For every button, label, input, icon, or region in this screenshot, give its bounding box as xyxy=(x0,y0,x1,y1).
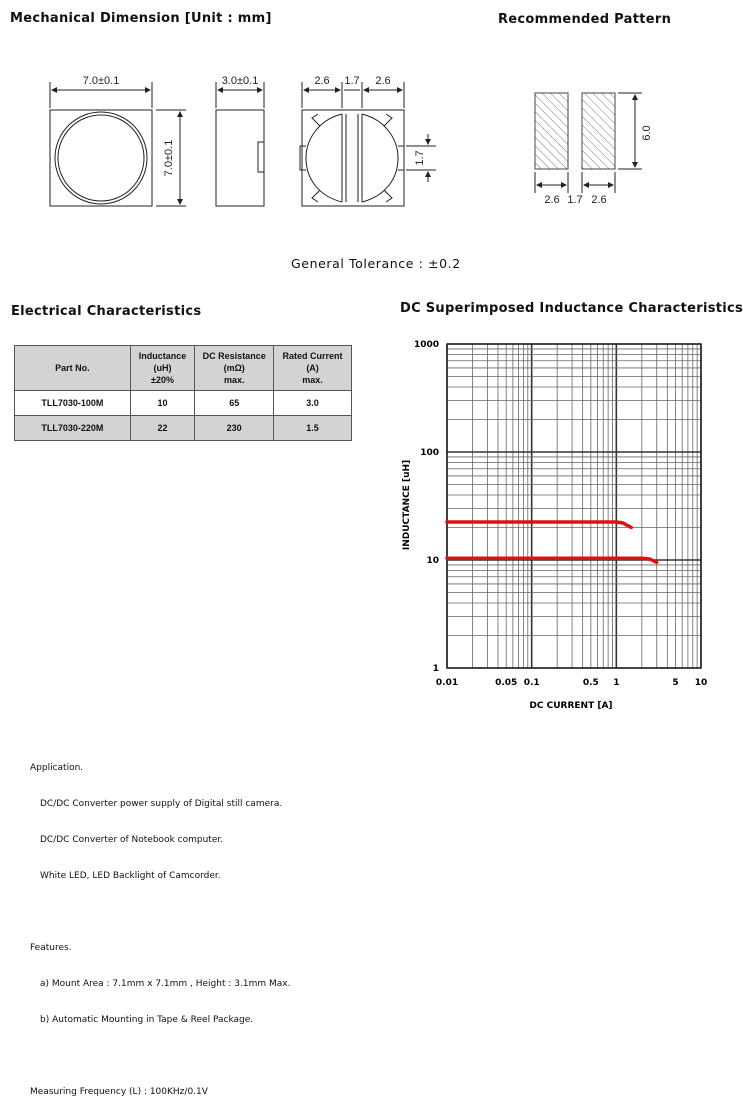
x-tick-label: 10 xyxy=(694,678,708,688)
x-tick-label: 0.5 xyxy=(582,678,599,688)
height-dimension: 7.0±0.1 xyxy=(163,139,175,177)
cell-current: 3.0 xyxy=(274,391,352,416)
cell-inductance: 22 xyxy=(130,416,195,441)
header-dc-resistance: DC Resistance (mΩ) max. xyxy=(195,346,274,391)
y-axis-label: INDUCTANCE [uH] xyxy=(402,459,412,551)
cell-part: TLL7030-100M xyxy=(15,391,131,416)
pattern-pad-left xyxy=(535,93,568,169)
dc-inductance-title: DC Superimposed Inductance Characteristics xyxy=(400,301,743,316)
header-part-no: Part No. xyxy=(15,346,131,391)
cell-current: 1.5 xyxy=(274,416,352,441)
pattern-pad-b: 2.6 xyxy=(591,194,607,206)
feature-item: a) Mount Area : 7.1mm x 7.1mm , Height : 3.1mm Max. xyxy=(40,979,291,989)
features-title: Features. xyxy=(30,943,72,953)
pattern-pad-right xyxy=(582,93,615,169)
dc-inductance-chart xyxy=(395,330,730,720)
pad-b-dimension: 2.6 xyxy=(375,75,391,87)
recommended-pattern-drawing xyxy=(525,85,665,210)
pattern-height: 6.0 xyxy=(641,125,653,141)
y-tick-label: 100 xyxy=(420,448,439,458)
feature-item: b) Automatic Mounting in Tape & Reel Package. xyxy=(40,1015,254,1025)
pad-a-dimension: 2.6 xyxy=(314,75,330,87)
header-rated-current: Rated Current (A) max. xyxy=(274,346,352,391)
y-tick-label: 1 xyxy=(432,664,439,674)
mechanical-dimension-title: Mechanical Dimension [Unit : mm] xyxy=(10,11,272,26)
top-view-outer-circle xyxy=(55,112,147,204)
x-tick-label: 0.1 xyxy=(523,678,540,688)
table-row xyxy=(15,391,352,416)
general-tolerance: General Tolerance : ±0.2 xyxy=(291,256,461,271)
electrical-characteristics-title: Electrical Characteristics xyxy=(11,304,202,319)
header-inductance: Inductance (uH) ±20% xyxy=(130,346,195,391)
application-title: Application. xyxy=(30,763,84,773)
pad-gap-dimension: 1.7 xyxy=(344,75,360,87)
cell-inductance: 10 xyxy=(130,391,195,416)
cell-part: TLL7030-220M xyxy=(15,416,131,441)
application-item: DC/DC Converter power supply of Digital still camera. xyxy=(40,799,283,809)
thickness-dimension: 3.0±0.1 xyxy=(221,75,259,87)
bottom-view-outline xyxy=(302,110,404,206)
notch-dimension: 1.7 xyxy=(414,150,426,166)
table-row xyxy=(15,416,352,441)
x-tick-label: 1 xyxy=(613,678,620,688)
cell-dcr: 230 xyxy=(195,416,274,441)
width-dimension: 7.0±0.1 xyxy=(82,75,120,87)
y-tick-label: 10 xyxy=(426,556,439,566)
mechanical-drawing xyxy=(0,60,470,220)
cell-dcr: 65 xyxy=(195,391,274,416)
application-notes xyxy=(30,738,290,1110)
x-tick-label: 0.01 xyxy=(435,678,459,688)
electrical-table xyxy=(14,345,352,441)
chart-grid xyxy=(447,344,701,668)
measuring-frequency: Measuring Frequency (L) : 100KHz/0.1V xyxy=(30,1087,208,1097)
plot-frame xyxy=(447,344,701,668)
application-item: White LED, LED Backlight of Camcorder. xyxy=(40,871,221,881)
application-item: DC/DC Converter of Notebook computer. xyxy=(40,835,224,845)
x-tick-label: 0.05 xyxy=(495,678,518,688)
x-axis-label: DC CURRENT [A] xyxy=(529,701,613,711)
chart-series xyxy=(447,522,657,562)
x-tick-label: 5 xyxy=(672,678,679,688)
top-view-outline xyxy=(50,110,152,206)
pattern-gap: 1.7 xyxy=(567,194,583,206)
side-view-outline xyxy=(216,110,264,206)
y-tick-label: 1000 xyxy=(413,340,439,350)
pattern-pad-a: 2.6 xyxy=(544,194,560,206)
recommended-pattern-title: Recommended Pattern xyxy=(498,12,672,27)
